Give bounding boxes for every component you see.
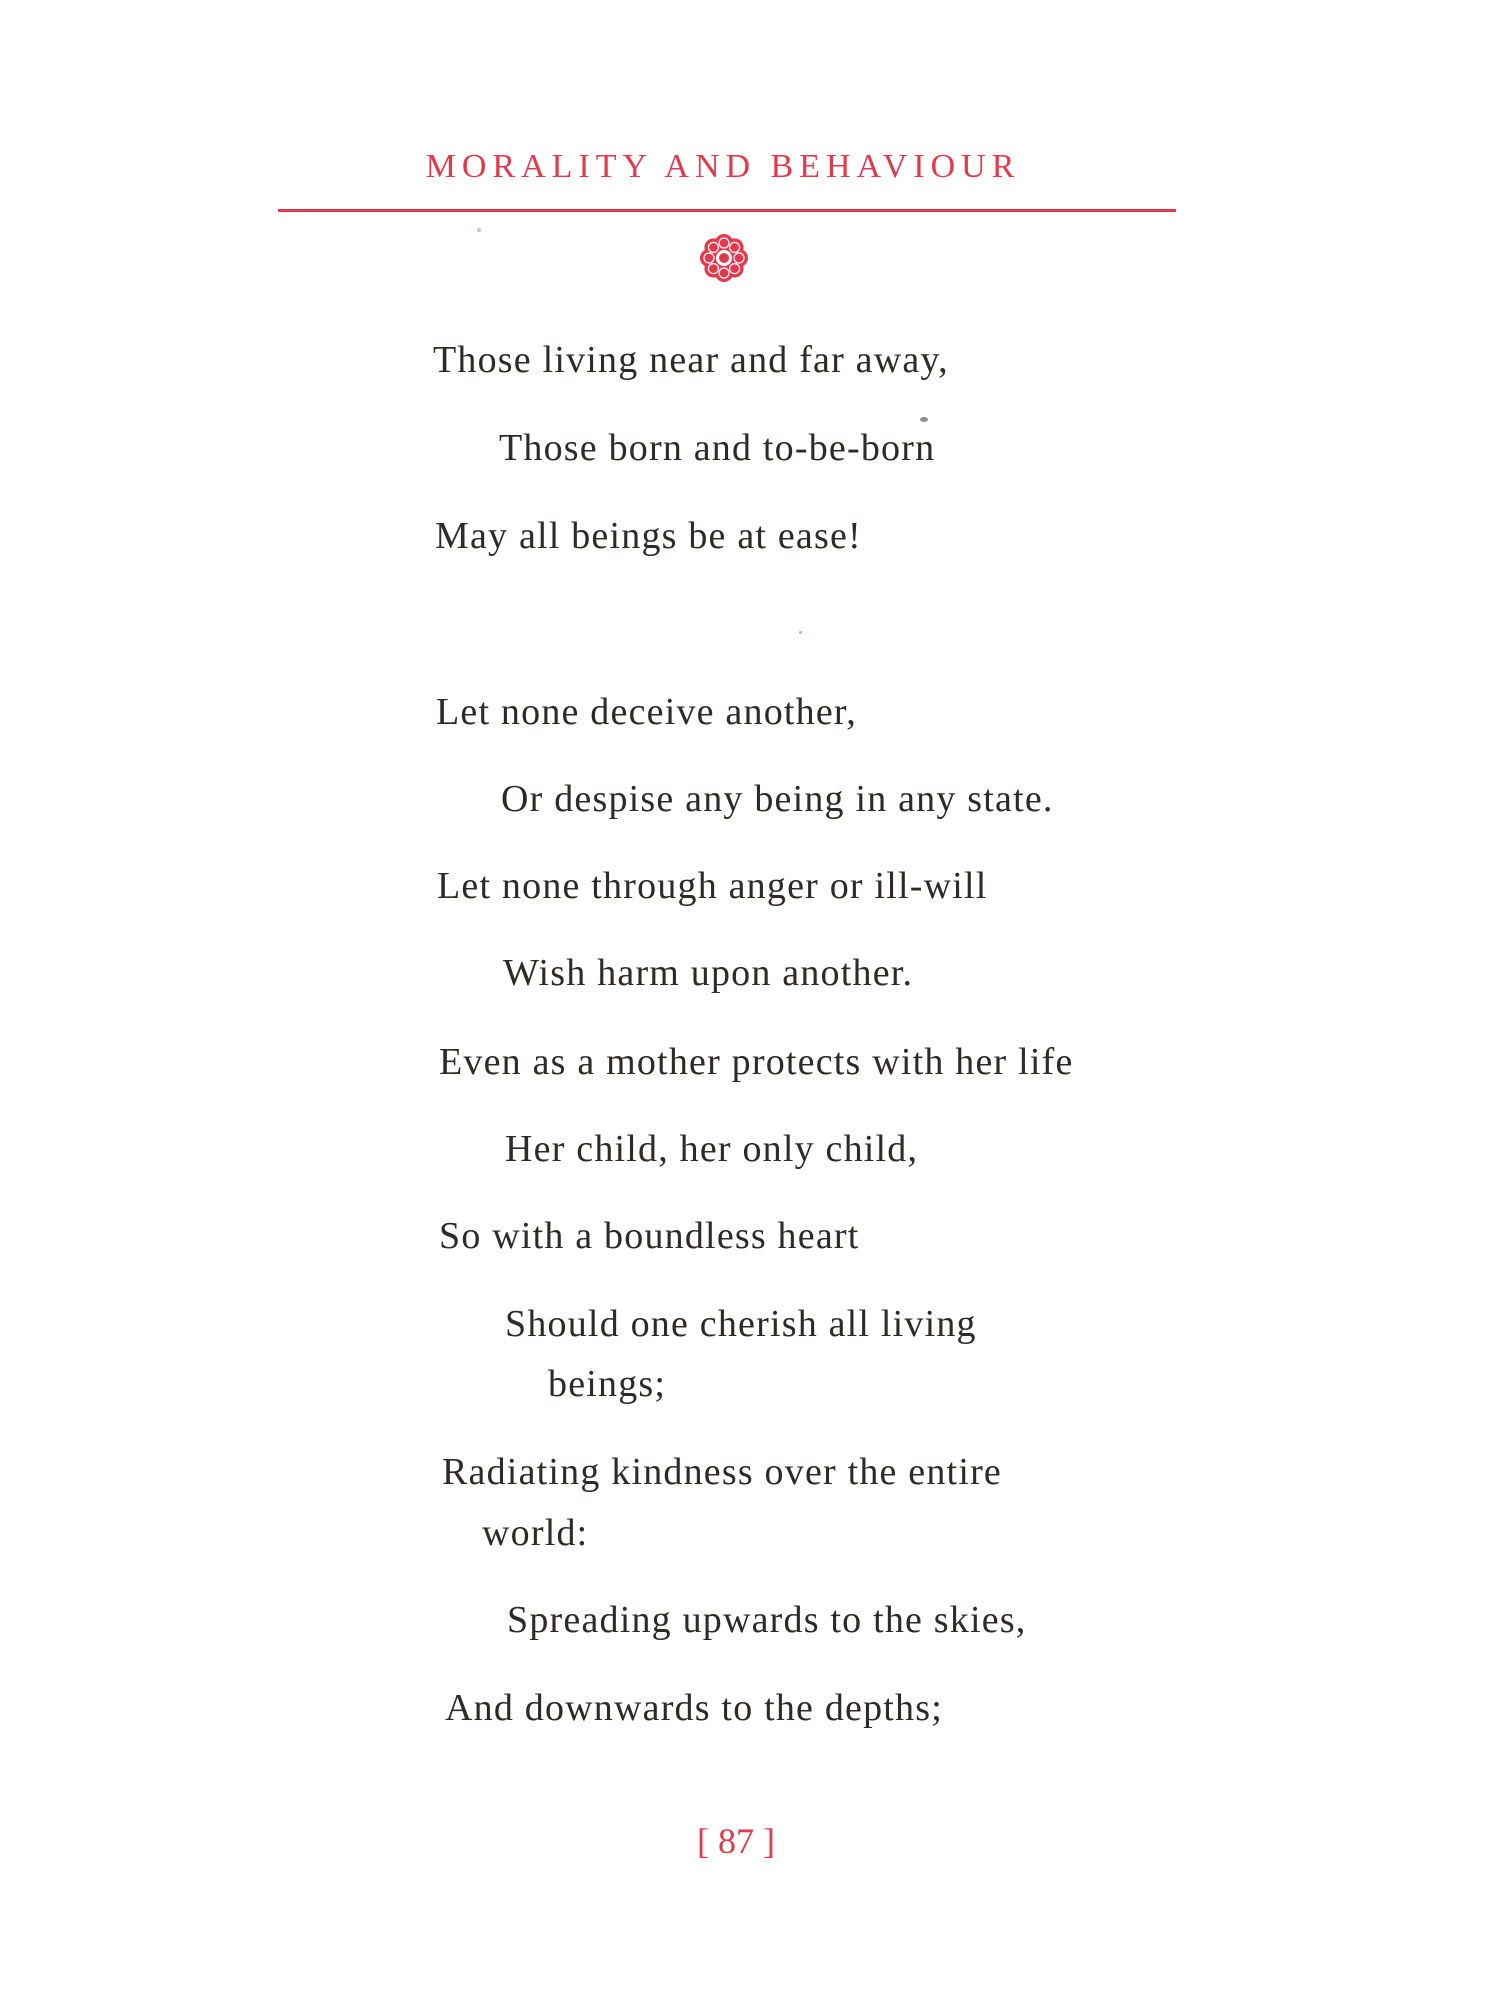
flower-ornament-icon bbox=[696, 230, 752, 286]
verse-line-11-continued: beings; bbox=[548, 1363, 667, 1405]
verse-line-5: Or despise any being in any state. bbox=[501, 778, 1054, 820]
paper-speck bbox=[920, 417, 928, 422]
paper-speck bbox=[477, 228, 481, 232]
paper-speck bbox=[799, 631, 802, 634]
verse-line-6: Let none through anger or ill-will bbox=[437, 865, 988, 907]
verse-line-11: Should one cherish all living bbox=[505, 1303, 977, 1345]
verse-line-4: Let none deceive another, bbox=[436, 691, 857, 733]
page-number: [ 87 ] bbox=[697, 1821, 775, 1861]
header-rule bbox=[278, 209, 1176, 212]
running-head: MORALITY AND BEHAVIOUR bbox=[425, 148, 1021, 185]
verse-line-3: May all beings be at ease! bbox=[435, 515, 862, 557]
verse-line-2: Those born and to-be-born bbox=[499, 427, 936, 469]
verse-line-12: Radiating kindness over the entire bbox=[442, 1451, 1002, 1493]
verse-line-1: Those living near and far away, bbox=[433, 339, 949, 381]
verse-line-7: Wish harm upon another. bbox=[503, 952, 914, 994]
verse-line-12-continued: world: bbox=[482, 1512, 589, 1554]
verse-line-14: And downwards to the depths; bbox=[445, 1687, 943, 1729]
verse-line-13: Spreading upwards to the skies, bbox=[507, 1599, 1027, 1641]
verse-line-10: So with a boundless heart bbox=[439, 1215, 860, 1257]
verse-line-8: Even as a mother protects with her life bbox=[439, 1041, 1074, 1083]
verse-line-9: Her child, her only child, bbox=[505, 1128, 919, 1170]
